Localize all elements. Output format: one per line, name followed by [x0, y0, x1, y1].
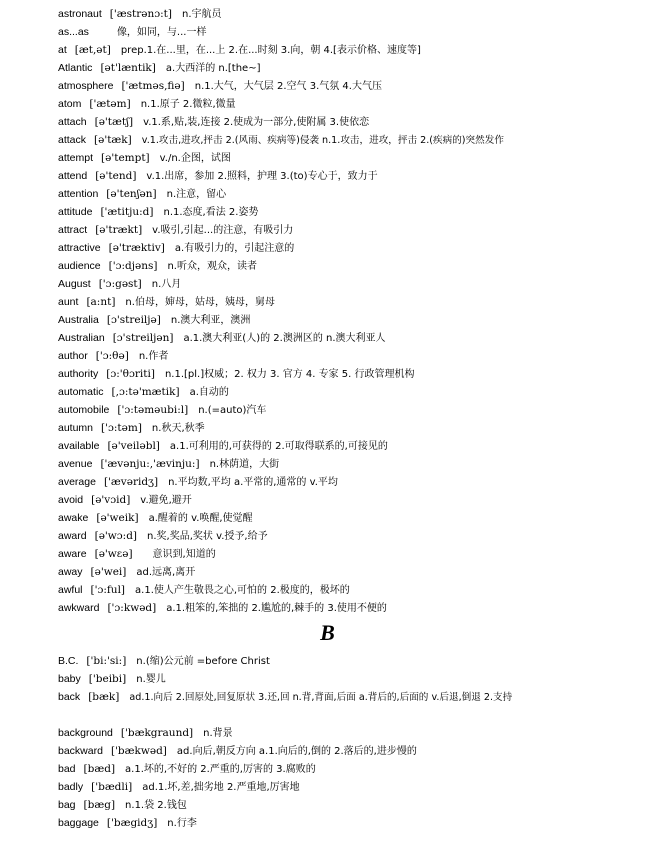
phonetic: ['bægidʒ]: [106, 817, 158, 829]
phonetic: [ə'tætʃ]: [94, 116, 134, 128]
headword: audience: [58, 260, 101, 272]
phonetic: [ə'wεə]: [94, 548, 133, 560]
entry-as-as: [58, 25, 615, 40]
headword: as...as: [58, 26, 89, 38]
entry-attitude: [58, 205, 615, 220]
entry-attempt: [58, 151, 615, 166]
headword: at: [58, 44, 67, 56]
headword: atmosphere: [58, 80, 114, 92]
phonetic: [ət'læntik]: [100, 62, 156, 74]
entry-avoid: [58, 493, 615, 508]
entry-australian: [58, 331, 615, 346]
definition: n.背景: [203, 728, 233, 739]
entry-august: [58, 277, 615, 292]
headword: attract: [58, 224, 88, 236]
entry-bc: [58, 654, 615, 669]
phonetic: [æt,ət]: [74, 44, 111, 56]
headword: attempt: [58, 152, 94, 164]
entry-average: [58, 475, 615, 490]
definition: n.作者: [138, 351, 169, 362]
headword: authority: [58, 368, 99, 380]
entry-bag: [58, 798, 615, 813]
definition: a.1.坏的,不好的 2.严重的,厉害的 3.腐败的: [125, 764, 316, 775]
definition: a.醒着的 v.唤醒,使觉醒: [148, 513, 253, 524]
definition: a.1.可利用的,可获得的 2.可取得联系的,可接见的: [169, 441, 388, 452]
entry-bad: [58, 762, 615, 777]
phonetic: ['ɔ:djəns]: [108, 260, 158, 272]
headword: attach: [58, 116, 87, 128]
headword: August: [58, 278, 91, 290]
entry-backward: [58, 744, 615, 759]
entry-atom: [58, 97, 615, 112]
entry-atlantic: [58, 61, 615, 76]
definition: n.澳大利亚，澳洲: [170, 315, 251, 326]
definition: n.奖,奖品,奖状 v.授予,给予: [147, 531, 268, 542]
phonetic: ['ævənju:,'ævinju:]: [100, 458, 200, 470]
headword: awake: [58, 512, 89, 524]
phonetic: ['ætəm]: [89, 98, 131, 110]
entry-away: [58, 565, 615, 580]
entry-attention: [58, 187, 615, 202]
definition: prep.1.在...里，在...上 2.在...时刻 3.向，朝 4.[表示价格、速度等]: [120, 45, 421, 56]
phonetic: [bæk]: [88, 691, 120, 703]
entry-automatic: [58, 385, 615, 400]
headword: baggage: [58, 817, 99, 829]
definition: n.1.[pl.]权威；2. 权力 3. 官方 4. 专家 5. 行政管理机构: [164, 369, 415, 380]
phonetic: ['bi:'si:]: [86, 655, 127, 667]
definition: a.有吸引力的，引起注意的: [174, 243, 295, 254]
definition: n.平均数,平均 a.平常的,通常的 v.平均: [168, 477, 338, 488]
entry-aware: [58, 547, 615, 562]
section-heading: B: [320, 620, 335, 645]
headword: baby: [58, 673, 81, 685]
entry-authority: [58, 367, 615, 382]
headword: attack: [58, 134, 87, 146]
entry-attach: [58, 115, 615, 130]
phonetic: [ə'trækt]: [95, 224, 143, 236]
headword: awful: [58, 584, 83, 596]
definition: a.1.粗笨的,笨拙的 2.尴尬的,棘手的 3.使用不便的: [166, 603, 387, 614]
phonetic: [ɔ:'θɔriti]: [106, 368, 155, 380]
phonetic: ['ɔ:ful]: [90, 584, 126, 596]
entry-badly: [58, 780, 615, 795]
definition: v.吸引,引起...的注意，有吸引力: [152, 225, 294, 236]
definition: n.伯母，婶母，姑母，姨母，舅母: [125, 297, 275, 308]
headword: available: [58, 440, 100, 452]
definition: n.1.袋 2.钱包: [125, 800, 187, 811]
phonetic: [ə'wei]: [90, 566, 127, 578]
phonetic: [ə'vɔid]: [91, 494, 131, 506]
entry-available: [58, 439, 615, 454]
headword: Australia: [58, 314, 99, 326]
entry-avenue: [58, 457, 615, 472]
definition: n.八月: [151, 279, 182, 290]
definition: 像，如同，与...一样: [116, 27, 207, 38]
phonetic: ['æstrənɔ:t]: [109, 8, 172, 20]
definition: 意识到,知道的: [152, 549, 216, 560]
definition: n.林荫道，大街: [209, 459, 280, 470]
headword: bad: [58, 763, 76, 775]
phonetic: ['bækwəd]: [110, 745, 167, 757]
headword: automobile: [58, 404, 110, 416]
headword: average: [58, 476, 96, 488]
phonetic: [ə'tæk]: [94, 134, 132, 146]
headword: attention: [58, 188, 99, 200]
headword: attitude: [58, 206, 93, 218]
definition: n.(=auto)汽车: [198, 405, 267, 416]
definition: n.1.原子 2.微粒,微量: [140, 99, 236, 110]
headword: author: [58, 350, 88, 362]
phonetic: ['ævəridʒ]: [103, 476, 159, 488]
headword: back: [58, 691, 81, 703]
headword: background: [58, 727, 113, 739]
definition: n.婴儿: [136, 674, 166, 685]
headword: away: [58, 566, 83, 578]
headword: avoid: [58, 494, 84, 506]
headword: badly: [58, 781, 84, 793]
definition: ad.远离,离开: [136, 567, 196, 578]
definition: n.(缩)公元前 =before Christ: [136, 656, 270, 667]
entry-background: [58, 726, 615, 741]
headword: Atlantic: [58, 62, 93, 74]
headword: atom: [58, 98, 82, 110]
headword: awkward: [58, 602, 100, 614]
entry-autumn: [58, 421, 615, 436]
phonetic: ['ɔ:gəst]: [98, 278, 142, 290]
headword: aware: [58, 548, 87, 560]
headword: attractive: [58, 242, 101, 254]
phonetic: [ɔ'streiljə]: [106, 314, 161, 326]
entry-atmosphere: [58, 79, 615, 94]
entry-award: [58, 529, 615, 544]
definition: ad.1.向后 2.回原处,回复原状 3.还,回 n.背,背面,后面 a.背后的,后面的 v.后退,倒退 2.支持: [129, 692, 513, 703]
headword: avenue: [58, 458, 93, 470]
definition: n.宇航员: [181, 9, 222, 20]
definition: n.注意，留心: [166, 189, 227, 200]
phonetic: ['ɔ:təməubi:l]: [117, 404, 189, 416]
phonetic: [ə'veiləbl]: [107, 440, 160, 452]
definition: n.听众，观众，读者: [167, 261, 257, 272]
definition: n.1.态度,看法 2.姿势: [163, 207, 259, 218]
entry-automobile: [58, 403, 615, 418]
definition: v./n.企图，试图: [159, 153, 231, 164]
entry-astronaut: [58, 7, 615, 22]
phonetic: ['ɔ:kwəd]: [107, 602, 157, 614]
entry-author: [58, 349, 615, 364]
phonetic: ['bædli]: [91, 781, 133, 793]
definition: v.1.系,贴,装,连接 2.使成为一部分,使附属 3.使依恋: [143, 117, 370, 128]
definition: v.1.攻击,进攻,抨击 2.(风雨、疾病等)侵袭 n.1.攻击，进攻，抨击 2.(疾病的)突然发作: [141, 135, 504, 146]
definition: v.1.出席，参加 2.照料，护理 3.(to)专心于，致力于: [146, 171, 378, 182]
phonetic: ['beibi]: [88, 673, 127, 685]
definition: ad.向后,朝反方向 a.1.向后的,倒的 2.落后的,进步慢的: [176, 746, 417, 757]
headword: Australian: [58, 332, 105, 344]
phonetic: [ə'tend]: [95, 170, 137, 182]
definition: a.大西洋的 n.[the~]: [165, 63, 261, 74]
definition: n.秋天,秋季: [151, 423, 205, 434]
phonetic: [bæg]: [83, 799, 116, 811]
headword: backward: [58, 745, 103, 757]
entry-baby: [58, 672, 615, 687]
headword: aunt: [58, 296, 79, 308]
definition: a.1.澳大利亚(人)的 2.澳洲区的 n.澳大利亚人: [183, 333, 386, 344]
definition: n.1.大气，大气层 2.空气 3.气氛 4.大气压: [194, 81, 382, 92]
phonetic: ['ætitju:d]: [100, 206, 154, 218]
headword: bag: [58, 799, 76, 811]
phonetic: [ə'weik]: [96, 512, 139, 524]
headword: astronaut: [58, 8, 102, 20]
entry-baggage: [58, 816, 615, 831]
entry-attend: [58, 169, 615, 184]
entry-at: [58, 43, 615, 58]
phonetic: ['bækgraund]: [120, 727, 194, 739]
headword: automatic: [58, 386, 104, 398]
phonetic: [a:nt]: [86, 296, 116, 308]
phonetic: [,ɔ:tə'mætik]: [111, 386, 180, 398]
headword: attend: [58, 170, 88, 182]
phonetic: [ə'wɔ:d]: [94, 530, 138, 542]
phonetic: [ə'træktiv]: [108, 242, 165, 254]
entry-attack: [58, 133, 615, 148]
entry-attract: [58, 223, 615, 238]
phonetic: [ɔ'streiljən]: [112, 332, 174, 344]
definition: a.1.使人产生敬畏之心,可怕的 2.极度的，极坏的: [135, 585, 350, 596]
entry-aunt: [58, 295, 615, 310]
definition: v.避免,避开: [140, 495, 192, 506]
phonetic: [ə'tenʃən]: [106, 188, 157, 200]
phonetic: [bæd]: [83, 763, 116, 775]
entry-awful: [58, 583, 615, 598]
phonetic: [ə'tempt]: [101, 152, 150, 164]
entry-australia: [58, 313, 615, 328]
entry-awake: [58, 511, 615, 526]
definition: n.行李: [167, 818, 197, 829]
definition: ad.1.坏,差,拙劣地 2.严重地,厉害地: [142, 782, 300, 793]
definition: a.自动的: [189, 387, 229, 398]
headword: B.C.: [58, 655, 79, 667]
phonetic: ['ætməs,fiə]: [121, 80, 185, 92]
entry-attractive: [58, 241, 615, 256]
headword: award: [58, 530, 87, 542]
phonetic: ['ɔ:θə]: [95, 350, 129, 362]
entry-awkward: [58, 601, 615, 616]
entry-audience: [58, 259, 615, 274]
headword: autumn: [58, 422, 94, 434]
phonetic: ['ɔ:təm]: [101, 422, 142, 434]
entry-back: [58, 690, 615, 705]
